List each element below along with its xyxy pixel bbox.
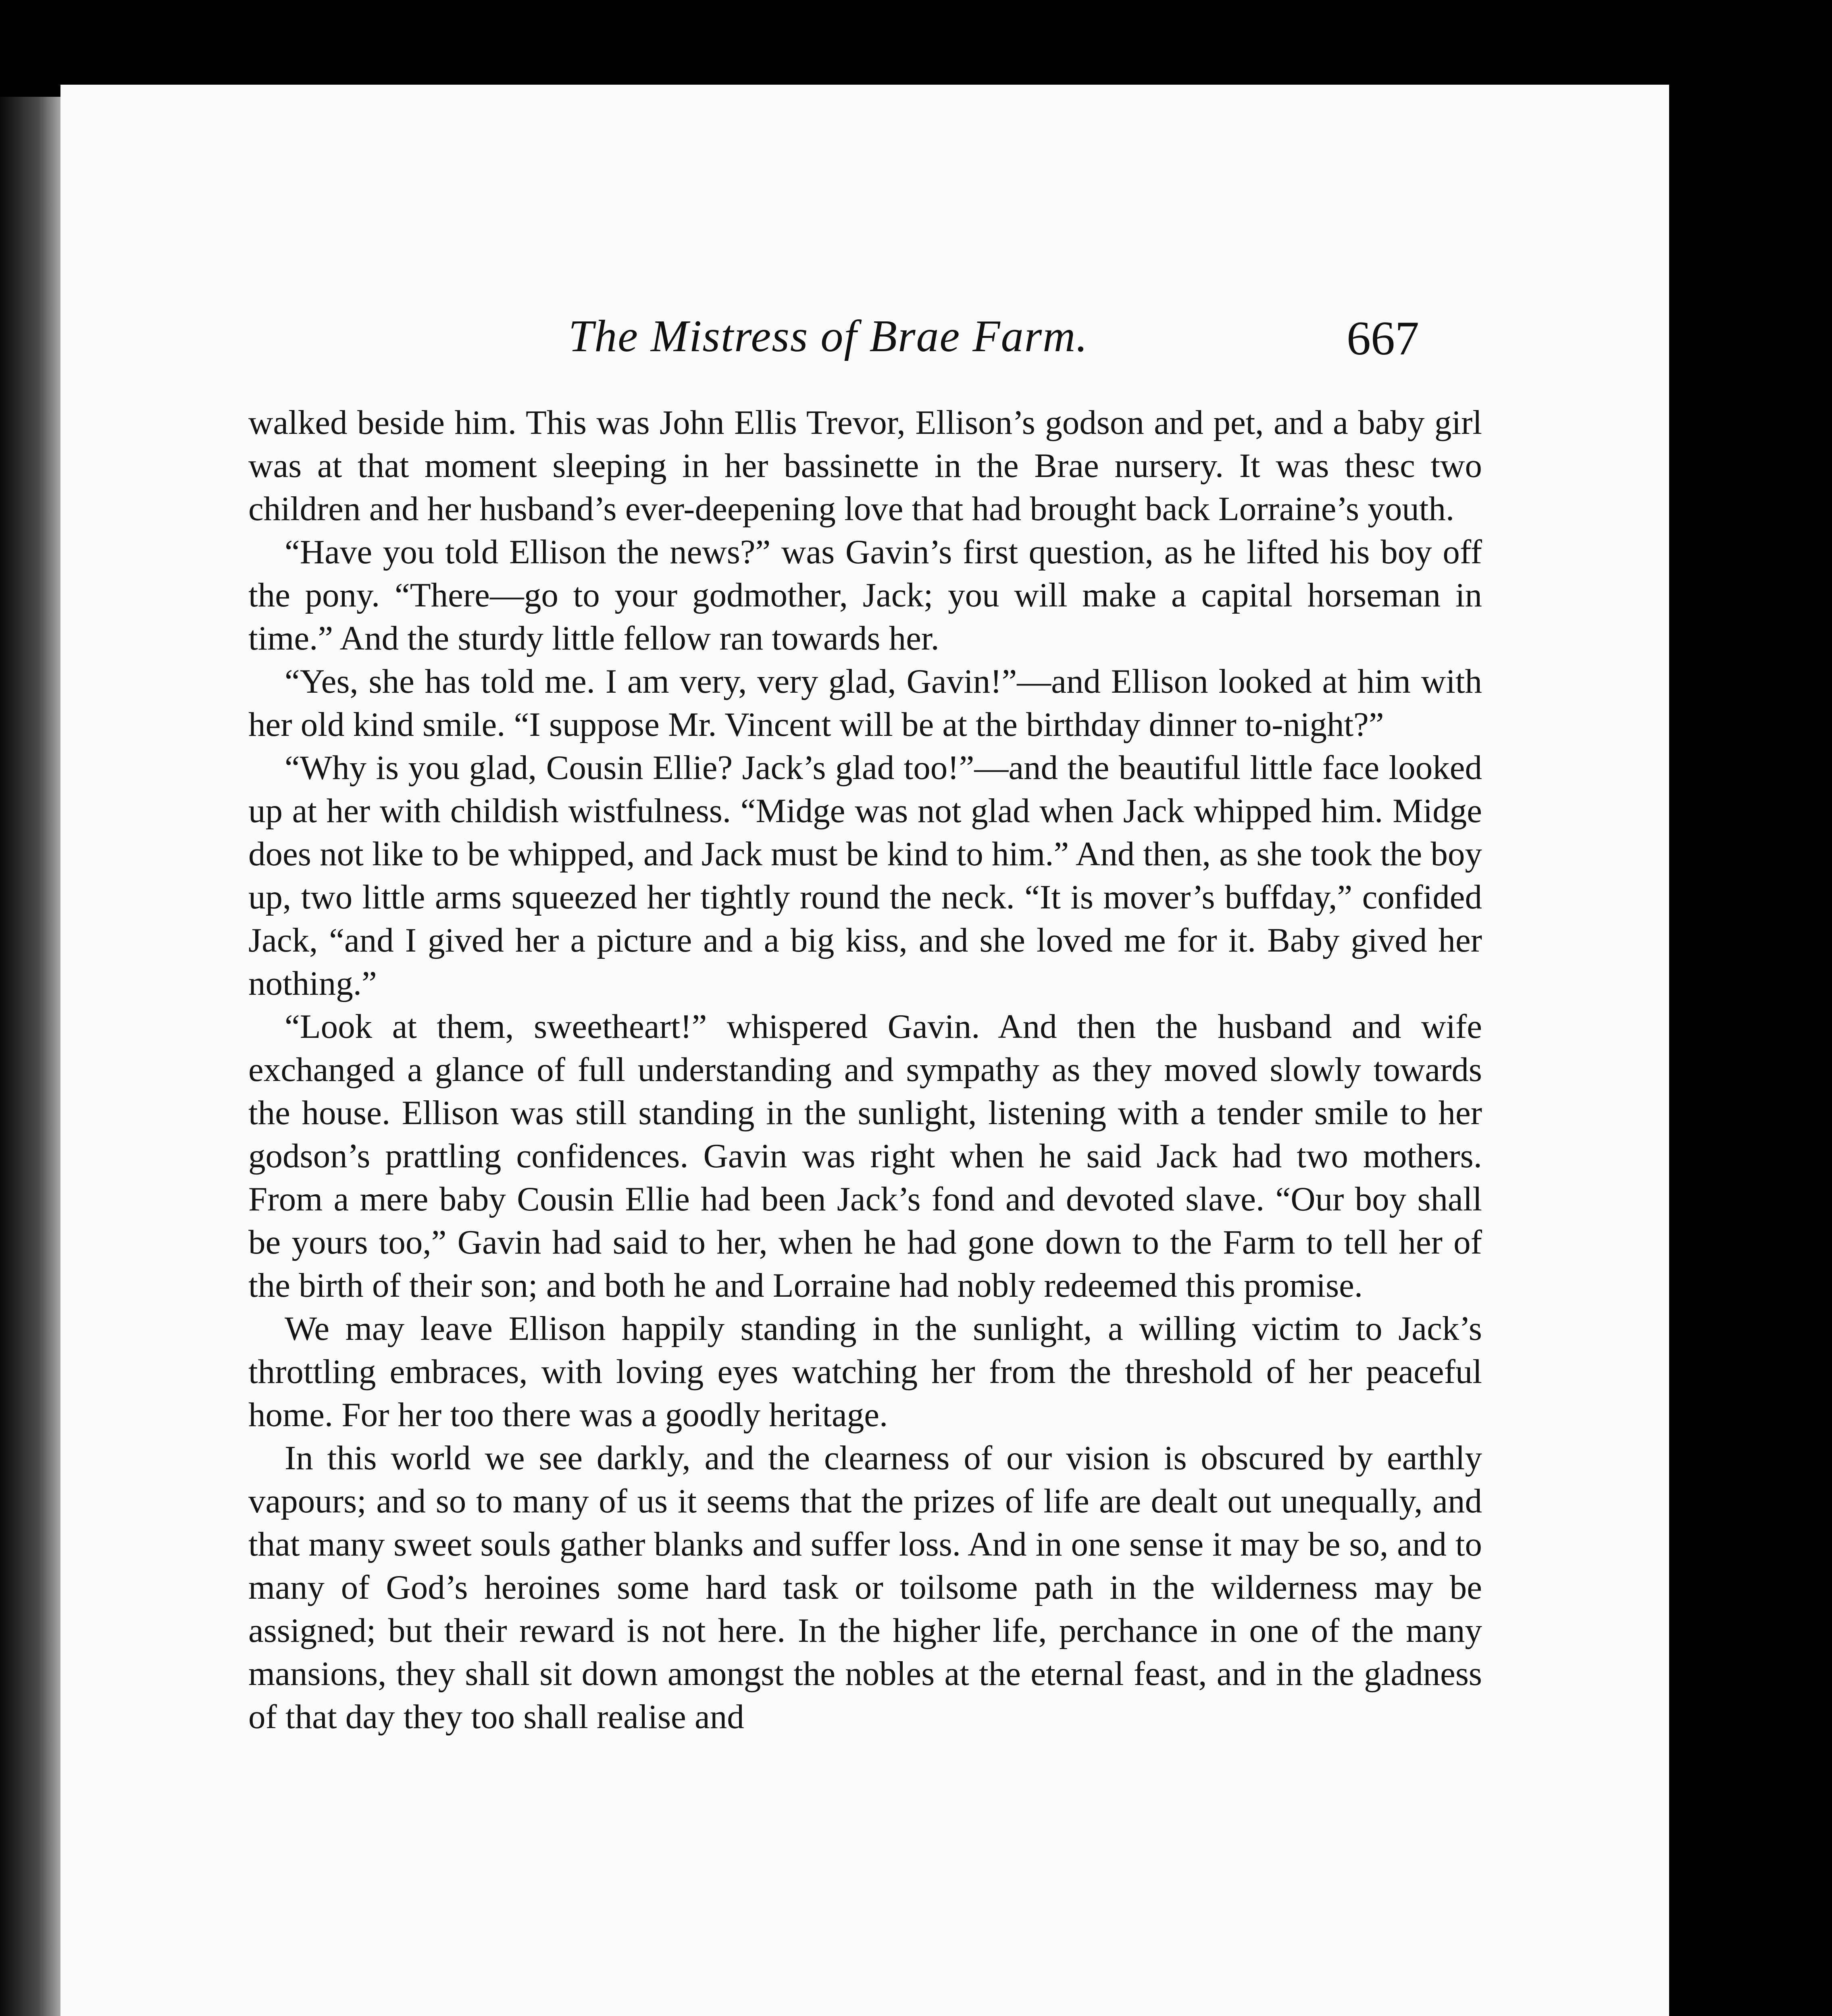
book-page <box>60 85 1669 2016</box>
paragraph-7: In this world we see darkly, and the clearness of our vision is obscured by earthly vapours; and so to many of us it seems that the prizes of life are dealt out unequally, and that many sweet souls gather blanks and suffer loss. And in one sense it may be so, and to many of God’s heroines some hard task or toilsome path in the wilderness may be assigned; but their reward is not here. In the higher life, perchance in one of the many mansions, they shall sit down amongst the nobles at the eternal feast, and in the gladness of that day they too shall realise and <box>248 1439 1482 1736</box>
paragraph-4: “Why is you glad, Cousin Ellie? Jack’s glad too!”—and the beautiful little face looked up at her with childish wistfulness. “Midge was not glad when Jack whipped him. Midge does not like to be whipped, and Jack must be kind to him.” And then, as she took the boy up, two little arms squeezed her tightly round the neck. “It is mover’s buffday,” confided Jack, “and I gived her a picture and a big kiss, and she loved me for it. Baby gived her nothing.” <box>248 749 1482 1002</box>
paragraph-5: “Look at them, sweetheart!” whispered Gavin. And then the husband and wife exchanged a glance of full understanding and sympathy as they moved slowly towards the house. Ellison was still standing in the sunlight, listening with a tender smile to her godson’s prattling confidences. Gavin was right when he said Jack had two mothers. From a mere baby Cousin Ellie had been Jack’s fond and devoted slave. “Our boy shall be yours too,” Gavin had said to her, when he had gone down to the Farm to tell her of the birth of their son; and both he and Lorraine had nobly redeemed this promise. <box>248 1008 1482 1304</box>
paragraph-1: walked beside him. This was John Ellis Trevor, Ellison’s godson and pet, and a baby girl was at that moment sleeping in her bassinette in the Brae nursery. It was thesc two children and her husband’s ever-deepening love that had brought back Lorraine’s youth. <box>248 404 1482 528</box>
running-title: The Mistress of Brae Farm. <box>568 311 1089 361</box>
running-header <box>60 310 1669 375</box>
page-number: 667 <box>1347 311 1419 365</box>
paragraph-3: “Yes, she has told me. I am very, very glad, Gavin!”—and Ellison looked at him with her old kind smile. “I suppose Mr. Vincent will be at the birthday dinner to-night?” <box>248 662 1482 744</box>
paragraph-2: “Have you told Ellison the news?” was Gavin’s first question, as he lifted his boy off the pony. “There—go to your godmother, Jack; you will make a capital horseman in time.” And the sturdy little fellow ran towards her. <box>248 533 1482 657</box>
body-text <box>248 401 1482 1739</box>
paragraph-6: We may leave Ellison happily standing in the sunlight, a willing victim to Jack’s throttling embraces, with loving eyes watching her from the threshold of her peaceful home. For her too there was a goodly heritage. <box>248 1310 1482 1434</box>
